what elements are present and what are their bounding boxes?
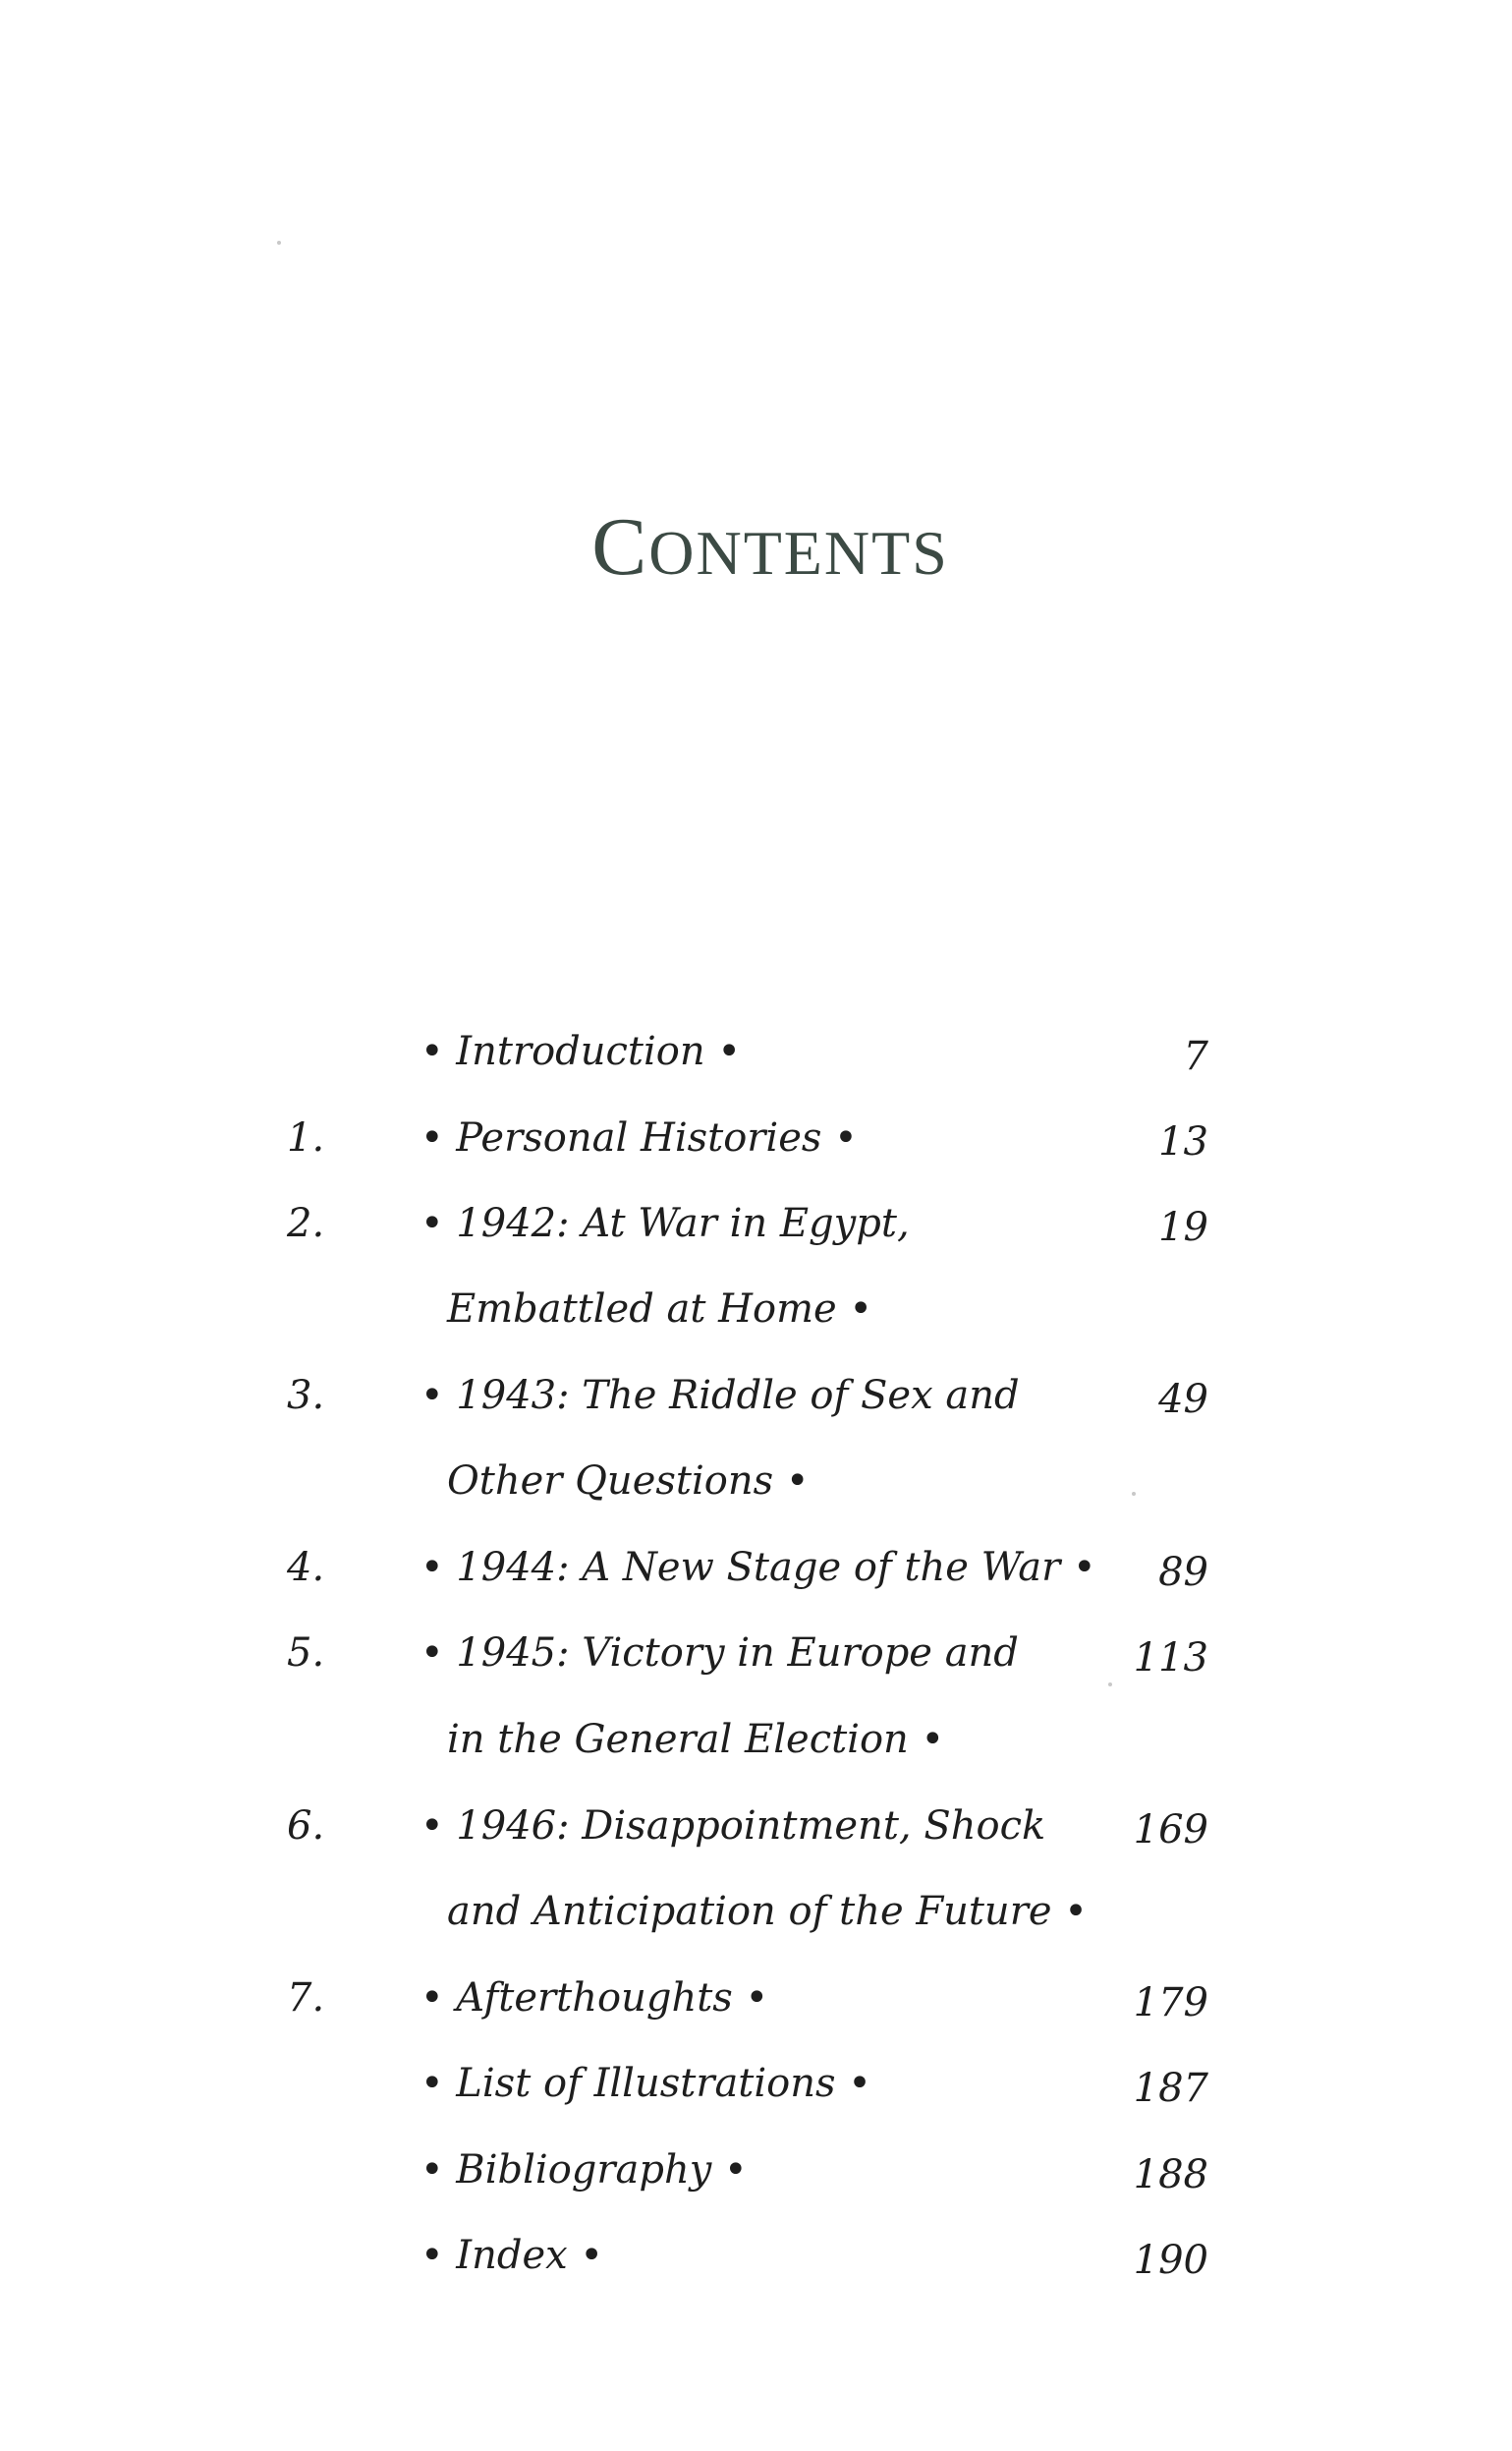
toc-page-bibliography: 188 bbox=[1133, 2152, 1208, 2197]
toc-page-personal-histories: 13 bbox=[1158, 1119, 1208, 1165]
toc-page-1942: 19 bbox=[1158, 1205, 1208, 1250]
toc-entry-1943-line1: • 1943: The Riddle of Sex and bbox=[420, 1373, 1020, 1418]
toc-page-list-of-illustrations: 187 bbox=[1133, 2066, 1208, 2111]
toc-number-6: 6. bbox=[287, 1803, 325, 1849]
paper-speck bbox=[1108, 1682, 1112, 1686]
toc-entry-1946-line1: • 1946: Disappointment, Shock bbox=[420, 1803, 1046, 1849]
toc-number-1: 1. bbox=[287, 1115, 325, 1161]
toc-entry-list-of-illustrations: • List of Illustrations • bbox=[420, 2061, 871, 2106]
toc-entry-1942-line2: Embattled at Home • bbox=[447, 1286, 873, 1332]
toc-page-afterthoughts: 179 bbox=[1133, 1980, 1208, 2025]
paper-speck bbox=[1132, 1492, 1136, 1496]
toc-entry-1944: • 1944: A New Stage of the War • bbox=[420, 1545, 1096, 1590]
heading-initial: C bbox=[591, 501, 649, 593]
toc-number-3: 3. bbox=[287, 1373, 325, 1418]
heading-rest: ONTENTS bbox=[648, 518, 949, 588]
toc-entry-1945-line1: • 1945: Victory in Europe and bbox=[420, 1630, 1019, 1676]
toc-page-1945: 113 bbox=[1133, 1635, 1208, 1681]
toc-entry-introduction: • Introduction • bbox=[420, 1029, 741, 1074]
toc-entry-1945-line2: in the General Election • bbox=[447, 1717, 945, 1762]
toc-entry-1943-line2: Other Questions • bbox=[447, 1458, 810, 1504]
toc-number-2: 2. bbox=[287, 1201, 325, 1246]
toc-number-7: 7. bbox=[287, 1975, 325, 2021]
toc-number-5: 5. bbox=[287, 1630, 325, 1676]
toc-entry-personal-histories: • Personal Histories • bbox=[420, 1115, 858, 1161]
toc-page-1944: 89 bbox=[1158, 1550, 1208, 1595]
paper-speck bbox=[277, 241, 281, 245]
toc-page-introduction: 7 bbox=[1183, 1034, 1208, 1079]
toc-entry-1946-line2: and Anticipation of the Future • bbox=[447, 1889, 1088, 1934]
toc-page-1943: 49 bbox=[1158, 1377, 1208, 1422]
toc-page-index: 190 bbox=[1133, 2238, 1208, 2283]
toc-number-4: 4. bbox=[287, 1545, 325, 1590]
toc-entry-bibliography: • Bibliography • bbox=[420, 2147, 748, 2193]
toc-entry-index: • Index • bbox=[420, 2233, 604, 2278]
toc-entry-afterthoughts: • Afterthoughts • bbox=[420, 1975, 769, 2021]
toc-page-1946: 169 bbox=[1133, 1807, 1208, 1852]
toc-entry-1942-line1: • 1942: At War in Egypt, bbox=[420, 1201, 910, 1246]
